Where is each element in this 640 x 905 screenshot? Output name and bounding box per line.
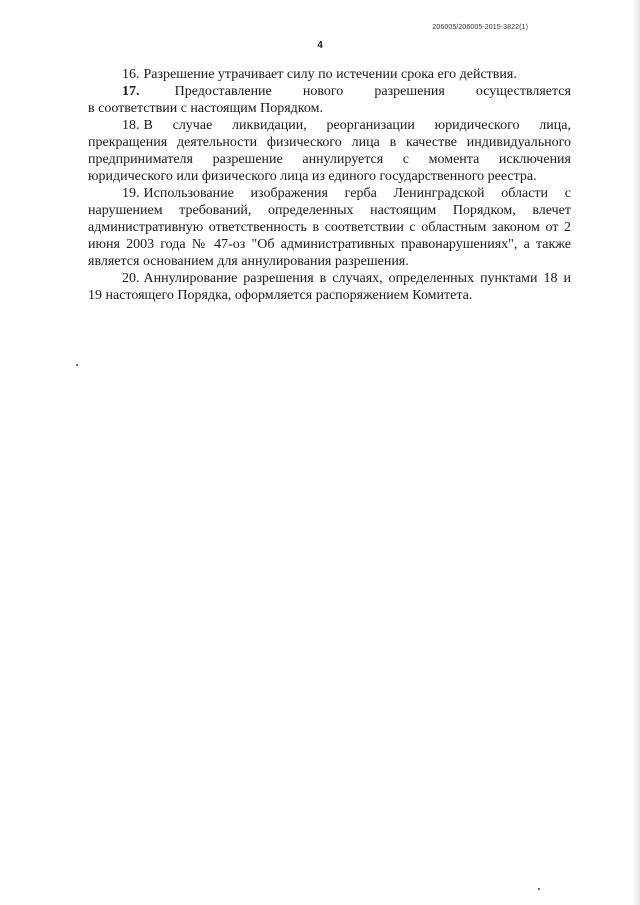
paragraph-number: 19. <box>122 186 140 201</box>
scan-page-edge <box>632 0 640 905</box>
paragraph-16 <box>88 66 571 83</box>
document-id: 206005/206005-2015-3822(1) <box>432 24 528 31</box>
paragraph-text: в соответствии с настоящим Порядком. <box>88 101 323 116</box>
paragraph-word: нового <box>302 84 344 99</box>
paragraph-number: 18. <box>122 118 140 133</box>
paragraph-18 <box>88 117 571 185</box>
paragraph-word: разрешения <box>374 84 445 99</box>
paragraph-number: 20. <box>122 271 140 286</box>
paragraph-number: 16. <box>122 67 140 82</box>
document-body <box>88 66 571 304</box>
paragraph-text: В случае ликвидации, реорганизации юридического лица, прекращения деятельности физического лица в качестве индивидуального предпринимателя разрешение аннулируется с момента исключения юридического или физического лица из единого государственного реестра. <box>88 118 571 184</box>
scan-speck <box>76 364 78 366</box>
paragraph-text: Аннулирование разрешения в случаях, определенных пунктами 18 и 19 настоящего Порядка, оформляется распоряжением Комитета. <box>88 271 571 303</box>
paragraph-20 <box>88 270 571 304</box>
paragraph-17 <box>88 83 571 117</box>
paragraph-number: 17. <box>122 84 140 99</box>
paragraph-text: Разрешение утрачивает силу по истечении срока его действия. <box>143 67 517 82</box>
paragraph-word: осуществляется <box>475 84 571 99</box>
paragraph-text: Использование изображения герба Ленинградской области с нарушением требований, определенных настоящим Порядком, влечет административную ответственность в соответствии с областным законом от 2 июня 2003 года № 47-оз "Об административных правонарушениях", а также является основанием для аннулирования разрешения. <box>88 186 571 269</box>
paragraph-17-first-line <box>88 83 571 100</box>
paragraph-word: Предоставление <box>174 84 272 99</box>
page-number: 4 <box>317 40 323 51</box>
scan-speck <box>538 888 540 890</box>
paragraph-19 <box>88 185 571 270</box>
